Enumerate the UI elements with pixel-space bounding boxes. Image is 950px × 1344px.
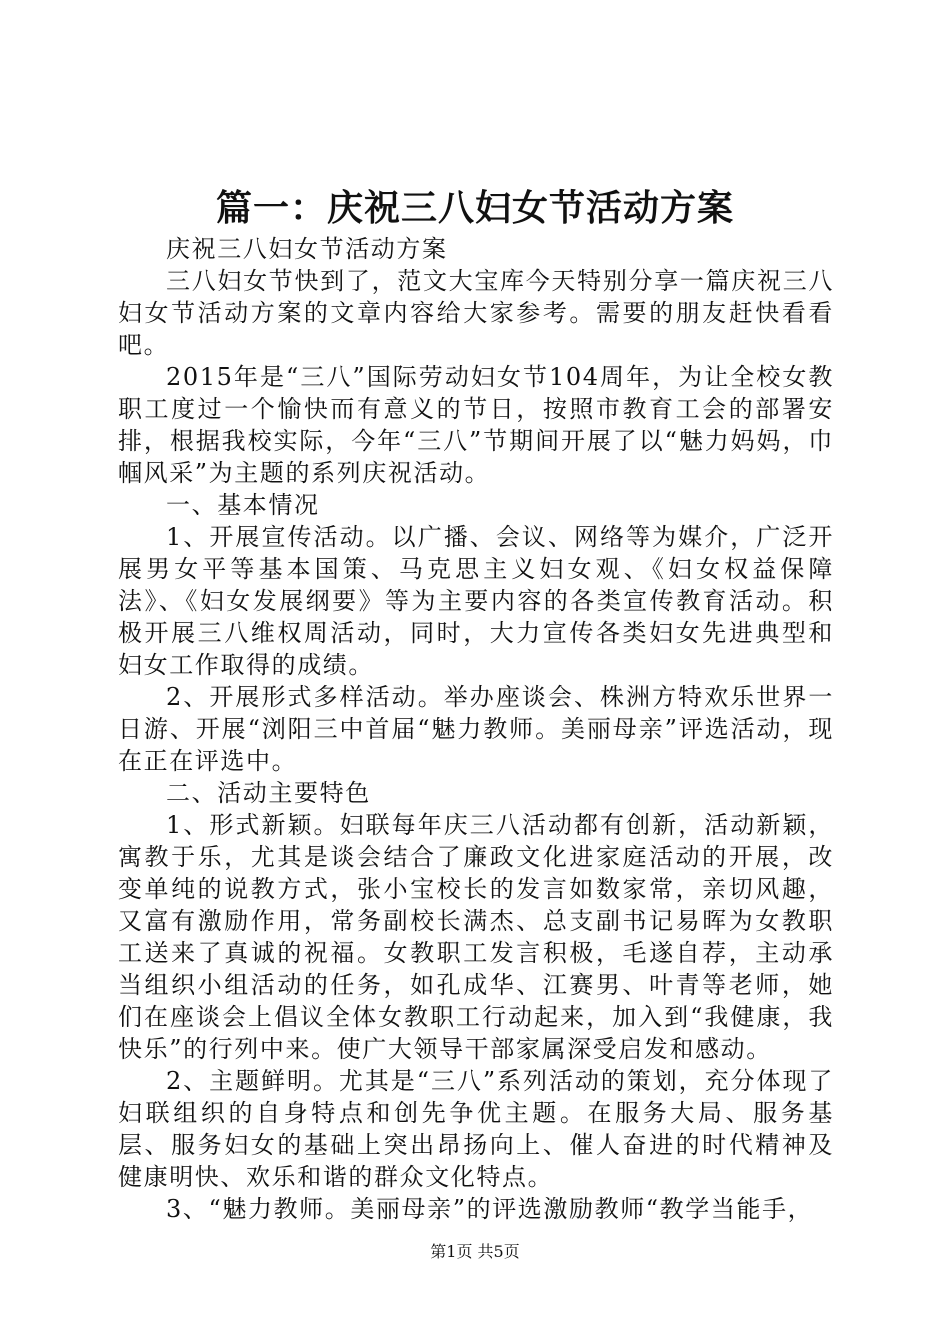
paragraph: 2、主题鲜明。尤其是“三八”系列活动的策划，充分体现了妇联组织的自身特点和创先争优主题。在服务大局、服务基层、服务妇女的基础上突出昂扬向上、催人奋进的时代精神及健康明快、欢乐和谐的群众文化特点。 bbox=[118, 1067, 834, 1191]
paragraph: 庆祝三八妇女节活动方案 bbox=[166, 235, 448, 263]
paragraph: 3、“魅力教师。美丽母亲”的评选激励教师“教学当能手， bbox=[166, 1195, 814, 1223]
paragraph: 1、开展宣传活动。以广播、会议、网络等为媒介，广泛开展男女平等基本国策、马克思主义妇女观、《妇女权益保障法》、《妇女发展纲要》等为主要内容的各类宣传教育活动。积极开展三八维权周活动，同时，大力宣传各类妇女先进典型和妇女工作取得的成绩。 bbox=[118, 523, 834, 679]
section-heading: 二、活动主要特色 bbox=[166, 779, 371, 807]
page-number: 第1页 共5页 bbox=[430, 1242, 520, 1261]
paragraph: 1、形式新颖。妇联每年庆三八活动都有创新，活动新颖，寓教于乐，尤其是谈会结合了廉政文化进家庭活动的开展，改变单纯的说教方式，张小宝校长的发言如数家常，亲切风趣，又富有激励作用，常务副校长满杰、总支副书记易晖为女教职工送来了真诚的祝福。女教职工发言积极，毛遂自荐，主动承当组织小组活动的任务，如孔成华、江赛男、叶青等老师，她们在座谈会上倡议全体女教职工行动起来，加入到“我健康，我快乐”的行列中来。使广大领导干部家属深受启发和感动。 bbox=[118, 811, 834, 1063]
document-body bbox=[118, 233, 834, 1225]
section-heading: 一、基本情况 bbox=[166, 491, 320, 519]
paragraph: 2、开展形式多样活动。举办座谈会、株洲方特欢乐世界一日游、开展“浏阳三中首届“魅力教师。美丽母亲”评选活动，现在正在评选中。 bbox=[118, 683, 834, 775]
document-title: 篇一：庆祝三八妇女节活动方案 bbox=[215, 187, 734, 229]
paragraph: 2015年是“三八”国际劳动妇女节104周年，为让全校女教职工度过一个愉快而有意义的节日，按照市教育工会的部署安排，根据我校实际，今年“三八”节期间开展了以“魅力妈妈，巾帼风采”为主题的系列庆祝活动。 bbox=[118, 363, 834, 487]
paragraph: 三八妇女节快到了，范文大宝库今天特别分享一篇庆祝三八妇女节活动方案的文章内容给大家参考。需要的朋友赶快看看吧。 bbox=[118, 267, 834, 359]
